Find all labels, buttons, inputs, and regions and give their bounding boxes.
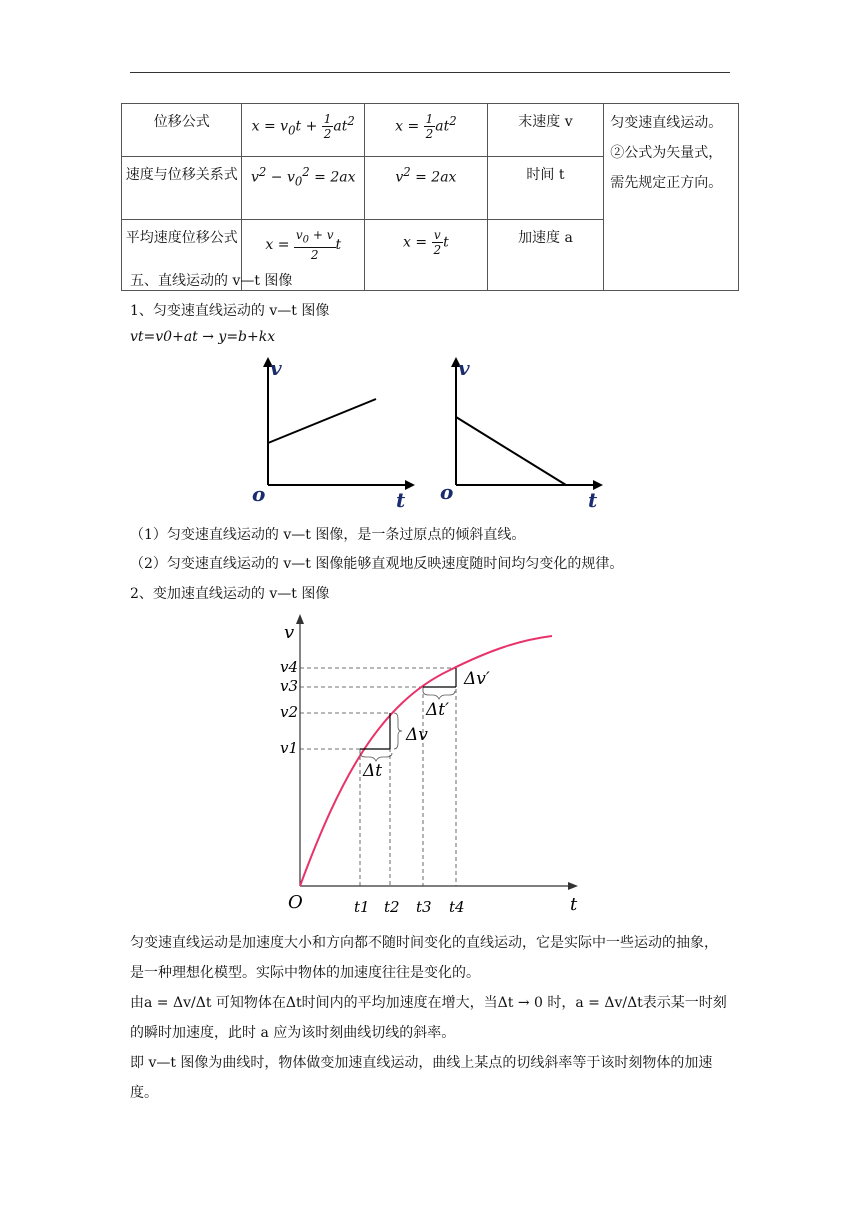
delta-v-prime-label: Δv′ [464, 669, 490, 689]
origin-label: o [440, 480, 454, 504]
t-tick-label: t3 [416, 898, 432, 916]
paragraph-2: 由a = Δv/Δt 可知物体在Δt时间内的平均加速度在增大，当Δt → 0 时，a = Δv/Δt表示某一时刻的瞬时加速度，此时 a 应为该时刻曲线切线的斜率。 [130, 995, 727, 1041]
v-axis-label: v [458, 356, 470, 380]
table-row [122, 104, 739, 157]
v-tick-label: v4 [280, 658, 299, 676]
v-axis-label: v [284, 622, 295, 643]
note-line2: ②公式为矢量式，需先规定正方向。 [610, 145, 723, 191]
subsection-heading: 1、匀变速直线运动的 v—t 图像 [130, 303, 330, 319]
vt-graph-variable [270, 608, 590, 920]
v-tick-label: v3 [280, 677, 299, 695]
note-line1: 匀变速直线运动。 [610, 115, 723, 131]
simplified-formula: $v^2 = 2ax$ [365, 157, 488, 220]
paragraph-3: 即 v—t 图像为曲线时，物体做变加速直线运动，曲线上某点的切线斜率等于该时刻物体的加速度。 [130, 1055, 713, 1101]
vt-graph-increasing [248, 355, 418, 510]
v-tick-label: v1 [280, 739, 299, 757]
vt-graph-decreasing [436, 355, 611, 510]
general-formula: $x = v_0t$ + $\frac{1}{2}$ $at^2$ [242, 104, 365, 157]
point-2: （2）匀变速直线运动的 v—t 图像能够直观地反映速度随时间均匀变化的规律。 [130, 556, 624, 572]
v-axis-label: v [270, 356, 282, 380]
missing-quantity: 加速度 a [487, 220, 604, 291]
row-name: 位移公式 [122, 104, 242, 157]
simplified-formula: x = $\frac{v}{2}$ t [365, 220, 488, 291]
t-axis-label: t [588, 488, 598, 510]
section-heading: 五、直线运动的 v—t 图像 [130, 273, 293, 289]
point-1: （1）匀变速直线运动的 v—t 图像，是一条过原点的倾斜直线。 [130, 527, 526, 543]
t-axis-label: t [396, 488, 406, 510]
t-tick-label: t4 [449, 898, 465, 916]
row-name: 速度与位移关系式 [122, 157, 242, 220]
t-tick-label: t1 [354, 898, 370, 916]
subsection-heading-2: 2、变加速直线运动的 v—t 图像 [130, 586, 330, 602]
t-tick-label: t2 [384, 898, 400, 916]
general-formula: $v^2 - v_0^2 = 2ax$ [242, 157, 365, 220]
row-name: 平均速度位移公式 [122, 220, 242, 291]
paragraph-1: 匀变速直线运动是加速度大小和方向都不随时间变化的直线运动，它是实际中一些运动的抽象，是一种理想化模型。实际中物体的加速度往往是变化的。 [130, 935, 718, 981]
delta-v-label: Δv [406, 725, 428, 745]
delta-t-label: Δt [363, 761, 383, 781]
note-cell [604, 104, 739, 291]
header-rule [130, 72, 730, 73]
missing-quantity: 末速度 v [487, 104, 604, 157]
formula-table [121, 103, 739, 291]
missing-quantity: 时间 t [487, 157, 604, 220]
v-tick-label: v2 [280, 703, 299, 721]
velocity-curve [300, 636, 552, 886]
simplified-formula: x = $\frac{1}{2}$ $at^2$ [365, 104, 488, 157]
delta-t-prime-label: Δt′ [426, 700, 449, 720]
general-formula: x = $\frac{v_0 + v}{2}$ t [242, 220, 365, 291]
formula-line: vt=v0+at → y=b+kx [130, 329, 276, 345]
origin-label: o [252, 482, 266, 506]
t-axis-label: t [570, 894, 578, 915]
origin-label: O [288, 892, 303, 913]
